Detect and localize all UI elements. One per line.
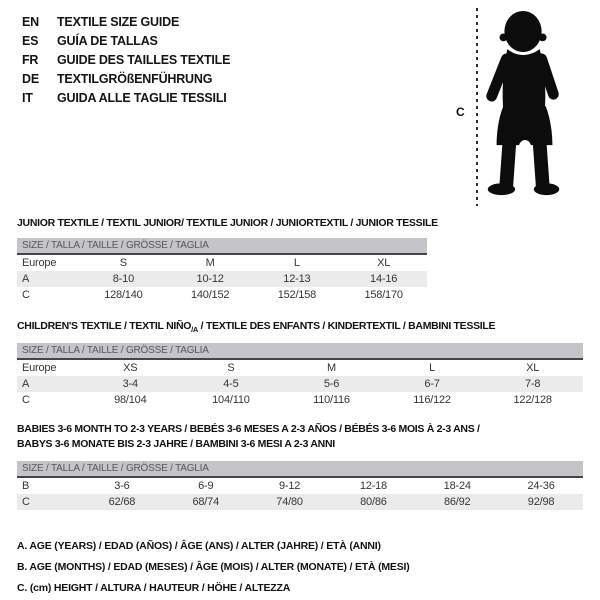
children-title-subscript: /A [191,325,199,335]
junior-section-title: JUNIOR TEXTILE / TEXTIL JUNIOR/ TEXTILE JUNIOR / JUNIORTEXTIL / JUNIOR TESSILE [17,217,438,229]
size-cell: 4-5 [223,378,239,390]
size-cell: 12-18 [359,480,387,492]
size-cell: 3-6 [114,480,130,492]
size-cell: 68/74 [192,496,219,508]
size-cell: 7-8 [525,378,541,390]
size-cell: 14-16 [370,273,398,285]
size-cell: 10-12 [196,273,224,285]
language-row [22,89,230,108]
size-cell: 122/128 [513,394,552,406]
row-label: Europe [22,257,57,269]
legend-line-a: A. AGE (YEARS) / EDAD (AÑOS) / ÂGE (ANS) / ALTER (JAHRE) / ETÀ (ANNI) [17,540,381,552]
row-label: C [22,289,30,301]
table-row [17,287,427,303]
table-row [17,255,427,271]
height-marker-line [476,8,478,206]
babies-section-title [17,422,480,452]
language-row [22,32,230,51]
size-cell: 104/110 [212,394,250,406]
size-cell: 6-9 [198,480,214,492]
language-code: IT [22,91,33,105]
babies-size-table [17,461,583,510]
children-size-table [17,343,583,408]
size-cell: XL [377,257,391,269]
size-cell: 140/152 [190,289,230,301]
table-row [17,478,583,494]
size-cell: 92/98 [527,496,555,508]
children-title-prefix: CHILDREN'S TEXTILE / TEXTIL NIÑO [17,320,192,332]
size-cell: 5-6 [323,378,340,390]
language-code: DE [22,72,39,86]
language-code: EN [22,15,39,29]
language-row [22,51,230,70]
size-cell: 24-36 [527,480,555,492]
junior-size-table [17,238,427,303]
language-code: FR [22,53,39,67]
table-row [17,392,583,408]
row-label: Europe [22,362,57,374]
table-row [17,271,427,287]
language-row [22,70,230,89]
size-header-bar: SIZE / TALLA / TAILLE / GRÖSSE / TAGLIA [17,461,583,478]
row-label: B [22,480,30,492]
row-label: C [22,394,30,406]
size-header-bar: SIZE / TALLA / TAILLE / GRÖSSE / TAGLIA [17,238,427,255]
size-cell: L [429,362,436,374]
size-cell: 18-24 [443,480,471,492]
language-code: ES [22,34,39,48]
height-marker-label: C [456,105,465,119]
size-header-bar: SIZE / TALLA / TAILLE / GRÖSSE / TAGLIA [17,343,583,360]
size-cell: XL [526,362,540,374]
size-cell: 6-7 [424,378,440,390]
size-cell: 9-12 [278,480,301,492]
size-cell: 8-10 [112,273,134,285]
size-cell: 86/92 [443,496,471,508]
size-cell: M [327,362,336,374]
size-cell: 116/122 [413,394,451,406]
legend-line-b: B. AGE (MONTHS) / EDAD (MESES) / ÂGE (MOIS) / ALTER (MONATE) / ETÀ (MESI) [17,561,410,573]
size-cell: 62/68 [108,496,136,508]
table-row [17,360,583,376]
size-cell: 12-13 [283,273,311,285]
size-cell: 128/140 [104,289,143,301]
language-row [22,13,230,32]
size-cell: XS [123,362,138,374]
size-cell: 3-4 [122,378,138,390]
measurement-legend [17,536,410,599]
baby-silhouette-icon [482,8,566,200]
language-heading-block [22,13,230,108]
language-label: GUIDA ALLE TAGLIE TESSILI [57,91,227,105]
size-cell: 158/170 [364,289,403,301]
size-cell: S [227,362,235,374]
language-label: GUÍA DE TALLAS [57,34,158,48]
language-label: TEXTILGRÖßENFÜHRUNG [57,72,213,86]
size-cell: L [293,257,300,269]
table-row [17,376,583,392]
language-label: GUIDE DES TAILLES TEXTILE [57,53,231,67]
children-title-suffix: / TEXTILE DES ENFANTS / KINDERTEXTIL / BAMBINI TESSILE [198,320,496,332]
row-label: A [22,378,30,390]
children-section-title [17,320,495,334]
size-cell: 80/86 [360,496,387,508]
table-row [17,494,583,510]
size-cell: S [119,257,127,269]
legend-line-c: C. (cm) HEIGHT / ALTURA / HAUTEUR / HÖHE / ALTEZZA [17,582,291,594]
babies-title-line2: BABYS 3-6 MONATE BIS 2-3 JAHRE / BAMBINI 3-6 MESI A 2-3 ANNI [17,438,335,450]
row-label: A [22,273,30,285]
language-label: TEXTILE SIZE GUIDE [57,15,180,29]
size-cell: 74/80 [276,496,303,508]
row-label: C [22,496,30,508]
babies-title-line1: BABIES 3-6 MONTH TO 2-3 YEARS / BEBÉS 3-6 MESES A 2-3 AÑOS / BÉBÉS 3-6 MOIS À 2-3 ANS / [17,423,480,435]
size-cell: M [205,257,215,269]
size-cell: 152/158 [277,289,317,301]
size-cell: 110/116 [313,394,350,406]
size-cell: 98/104 [114,394,147,406]
